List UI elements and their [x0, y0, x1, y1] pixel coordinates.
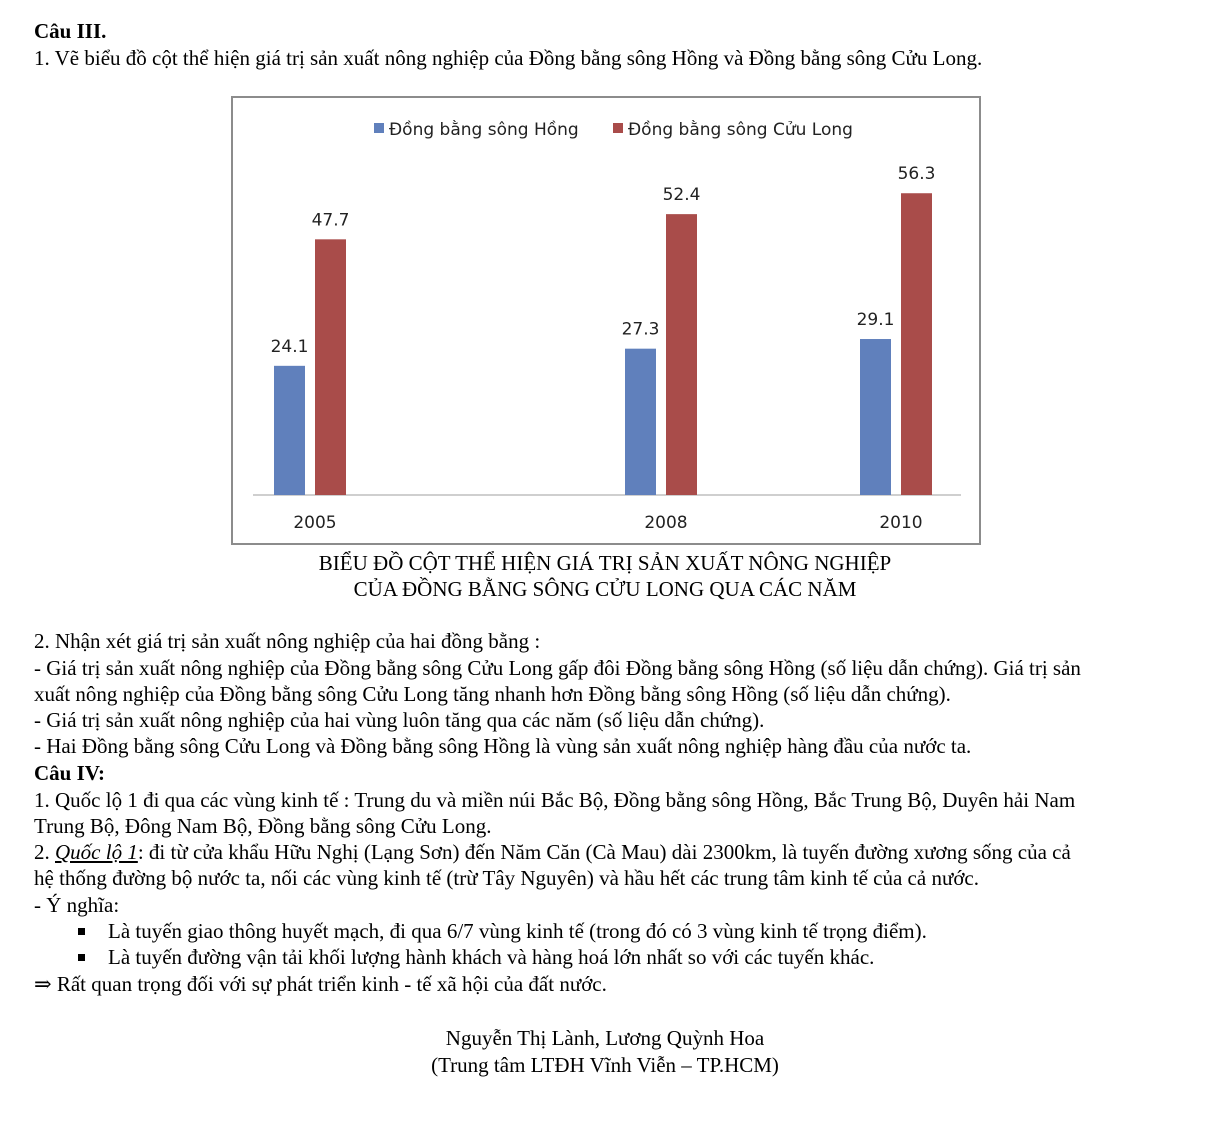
chart-caption-line1: BIỂU ĐỒ CỘT THỂ HIỆN GIÁ TRỊ SẢN XUẤT NÔNG NGHIỆP: [318, 551, 892, 575]
data-label-2008-series-2: 52.4: [662, 185, 701, 206]
q4-item2-line2: hệ thống đường bộ nước ta, nối các vùng kinh tế (trừ Tây Nguyên) và hầu hết các trung tâm kinh tế của cả nước.: [34, 866, 979, 890]
legend-swatch-1: [374, 123, 384, 133]
q3-item2-title: 2. Nhận xét giá trị sản xuất nông nghiệp của hai đồng bằng :: [34, 629, 541, 653]
q4-bullet1: [108, 918, 927, 944]
bar-2005-series-2: [315, 239, 346, 495]
chart-caption-line2: CỦA ĐỒNG BẰNG SÔNG CỬU LONG QUA CÁC NĂM: [353, 577, 857, 601]
heading-q3: Câu III.: [34, 19, 107, 43]
q4-item1-line1: 1. Quốc lộ 1 đi qua các vùng kinh tế : Trung du và miền núi Bắc Bộ, Đồng bằng sông Hồng, Bắc Trung Bộ, Duyên hải Nam: [34, 788, 1076, 812]
bar-chart: [231, 96, 981, 545]
legend-label-2: Đồng bằng sông Cửu Long: [628, 120, 853, 140]
data-label-2008-series-1: 27.3: [621, 319, 660, 340]
bar-chart-svg: [233, 98, 979, 543]
bar-2008-series-2: [666, 214, 697, 495]
q3-item1: 1. Vẽ biểu đồ cột thể hiện giá trị sản xuất nông nghiệp của Đồng bằng sông Hồng và Đồng bằng sông Cửu Long.: [34, 46, 983, 70]
q4-item2-line1: [34, 839, 1071, 865]
q3-item2-line4: - Hai Đồng bằng sông Cửu Long và Đồng bằng sông Hồng là vùng sản xuất nông nghiệp hàng đầu của nước ta.: [34, 734, 972, 758]
q3-item2-line2: xuất nông nghiệp của Đồng bằng sông Cửu Long tăng nhanh hơn Đồng bằng sông Hồng (số liệu dẫn chứng).: [34, 682, 951, 706]
heading-q4: Câu IV:: [34, 761, 105, 785]
q3-item2-line1: - Giá trị sản xuất nông nghiệp của Đồng bằng sông Cửu Long gấp đôi Đồng bằng sông Hồng (số liệu dẫn chứng). Giá trị sản: [34, 656, 1081, 680]
data-label-2005-series-1: 24.1: [270, 336, 309, 357]
q4-bullet1-text: Là tuyến giao thông huyết mạch, đi qua 6/7 vùng kinh tế (trong đó có 3 vùng kinh tế trọng điểm).: [108, 919, 927, 943]
x-tick-label-2008: 2008: [644, 513, 688, 533]
bar-2008-series-1: [625, 349, 656, 495]
x-tick-label-2005: 2005: [293, 513, 337, 533]
legend-swatch-2: [613, 123, 623, 133]
bullet-square-icon: [78, 954, 85, 961]
bullet-square-icon: [78, 928, 85, 935]
data-label-2005-series-2: 47.7: [311, 210, 350, 231]
q4-item2-rest: : đi từ cửa khẩu Hữu Nghị (Lạng Sơn) đến Năm Căn (Cà Mau) dài 2300km, là tuyến đường xương sống của cả: [137, 840, 1071, 864]
data-label-2010-series-1: 29.1: [856, 310, 895, 331]
q3-item2-line3: - Giá trị sản xuất nông nghiệp của hai vùng luôn tăng qua các năm (số liệu dẫn chứng).: [34, 708, 765, 732]
legend-label-1: Đồng bằng sông Hồng: [389, 120, 579, 140]
bar-2010-series-1: [860, 339, 891, 495]
q4-bullet2-text: Là tuyến đường vận tải khối lượng hành khách và hàng hoá lớn nhất so với các tuyến khác.: [108, 945, 875, 969]
conclusion-text: Rất quan trọng đối với sự phát triển kinh - tế xã hội của đất nước.: [56, 972, 607, 996]
q4-meaning: - Ý nghĩa:: [34, 893, 120, 917]
q4-bullet2: [108, 944, 874, 970]
bar-2005-series-1: [274, 366, 305, 495]
q4-item2-prefix: 2.: [34, 840, 55, 864]
data-label-2010-series-2: 56.3: [897, 164, 936, 185]
author: Nguyễn Thị Lành, Lương Quỳnh Hoa: [445, 1026, 765, 1050]
x-tick-label-2010: 2010: [879, 513, 923, 533]
bar-2010-series-2: [901, 193, 932, 495]
conclusion-line: [34, 971, 607, 997]
affiliation: (Trung tâm LTĐH Vĩnh Viễn – TP.HCM): [431, 1053, 779, 1077]
arrow-icon: ⇒: [34, 972, 52, 996]
q4-item2-term: Quốc lộ 1: [55, 840, 138, 864]
q4-item1-line2: Trung Bộ, Đông Nam Bộ, Đồng bằng sông Cửu Long.: [34, 814, 492, 838]
